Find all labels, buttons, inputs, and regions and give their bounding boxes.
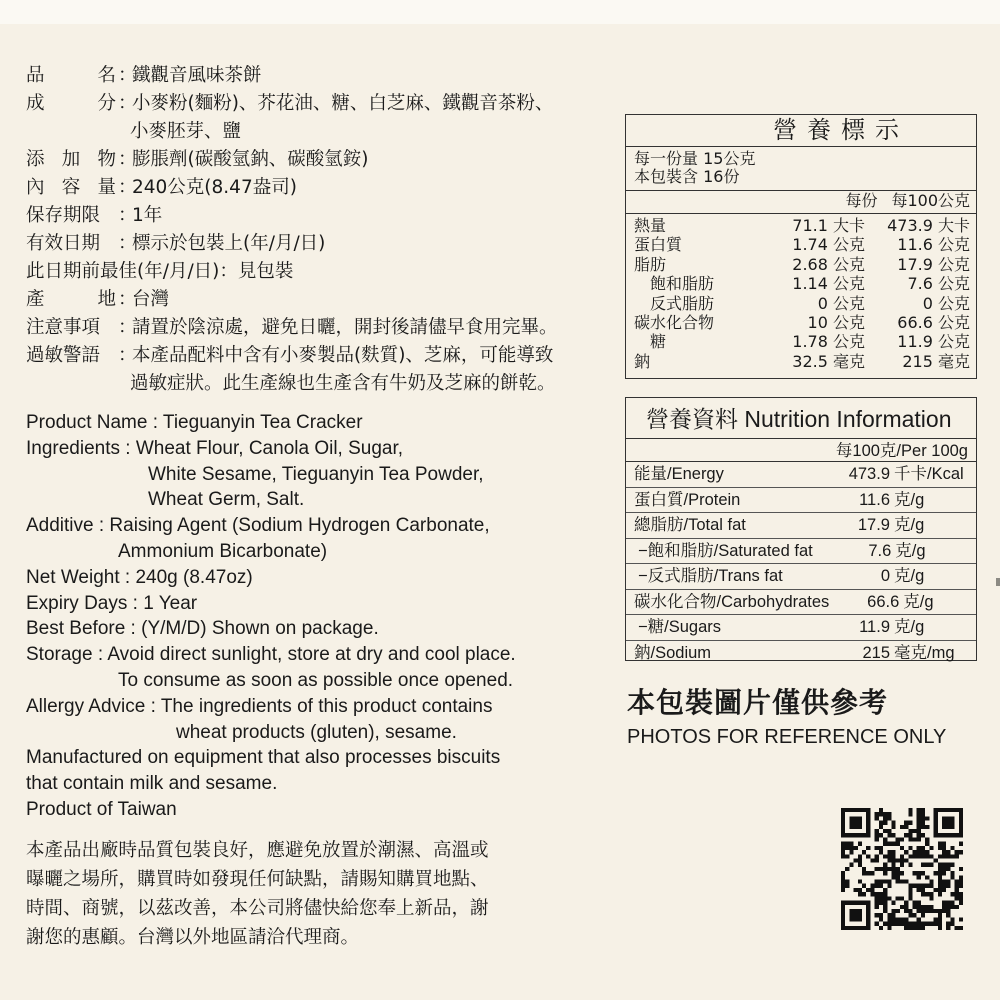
row-allergy: [26, 342, 616, 370]
nutrient-value: 215: [862, 643, 890, 662]
nutrient-unit: 克/g: [894, 618, 925, 636]
nutrient-per-100g: 17.9 公克: [897, 254, 970, 274]
nutrition-cn-rows: [626, 214, 976, 371]
nutrient-per-serving: 32.5 毫克: [792, 351, 865, 371]
nutrient-per-serving: 1.78 公克: [792, 332, 865, 352]
nutrient-row: [626, 539, 976, 565]
colon: ：: [118, 149, 137, 170]
nutrient-row: [634, 274, 970, 293]
chinese-product-info: [26, 62, 616, 398]
label-origin: 產 地: [26, 289, 116, 310]
nutrient-value: 0: [880, 567, 890, 585]
colon: ：: [118, 317, 137, 338]
value-additive: 膨脹劑(碳酸氫鈉、碳酸氫銨): [132, 149, 369, 170]
nutrient-name: 飽和脂肪: [650, 274, 715, 294]
nutrient-name: −糖/Sugars: [638, 618, 721, 636]
en-line-origin: Product of Taiwan: [26, 798, 177, 820]
nutrition-cn-header: [626, 191, 976, 214]
nutrient-per-serving: 71.1 大卡: [792, 216, 865, 235]
nutrient-name: 鈉: [634, 351, 651, 371]
nutrient-unit: 克/g: [894, 516, 925, 534]
nutrient-name: 總脂肪/Total fat: [634, 516, 746, 534]
en-line-manufactured-cont: that contain milk and sesame.: [26, 773, 278, 795]
value-allergy-cont: 過敏症狀。此生產線也生產含有牛奶及芝麻的餅乾。: [130, 373, 556, 394]
edge-mark: [996, 578, 1000, 586]
nutrient-name: 反式脂肪: [650, 293, 715, 313]
nutrient-per-100g: 473.9 大卡: [887, 216, 970, 235]
chinese-footer-notice: [26, 836, 566, 952]
nutrient-per-serving: 1.14 公克: [792, 274, 865, 294]
nutrient-unit: 克/g: [894, 567, 925, 585]
row-notice: [26, 314, 616, 342]
nutrient-row: [634, 216, 970, 235]
value-best-before: 此日期前最佳(年/月/日)：見包裝: [26, 261, 294, 282]
nutrient-row: [634, 235, 970, 254]
nutrition-label-cn: [625, 114, 977, 379]
value-expiry: 標示於包裝上(年/月/日): [132, 233, 326, 254]
nutrient-value: 17.9: [857, 516, 890, 534]
row-expiry: [26, 230, 616, 258]
nutrient-per-100g: 11.6 公克: [897, 235, 970, 255]
row-product-name: [26, 62, 616, 90]
label-product-name: 品 名: [26, 65, 116, 86]
photo-reference-note: [627, 686, 946, 750]
row-best-before: [26, 258, 616, 286]
photo-note-en: PHOTOS FOR REFERENCE ONLY: [627, 726, 947, 748]
en-line-ingredients-cont: White Sesame, Tieguanyin Tea Powder,: [148, 463, 484, 485]
nutrient-per-100g: 11.9 公克: [897, 332, 970, 352]
nutrient-unit: 千卡/Kcal: [894, 465, 964, 483]
nutrient-row: [626, 513, 976, 539]
nutrient-per-serving: 0 公克: [817, 293, 865, 313]
value-origin: 台灣: [132, 289, 170, 310]
en-line-storage: Storage : Avoid direct sunlight, store at dry and cool place.: [26, 644, 516, 666]
nutrient-per-100g: 7.6 公克: [907, 274, 970, 294]
photo-note-zh: 本包裝圖片僅供參考: [627, 686, 889, 719]
row-additive: [26, 146, 616, 174]
nutrition-cn-title: 營養標示: [626, 115, 976, 147]
en-line-expiry: Expiry Days : 1 Year: [26, 592, 198, 614]
footer-line: 時間、商號，以茲改善，本公司將儘快給您奉上新品，謝: [26, 898, 489, 919]
nutrient-value: 11.6: [859, 490, 890, 509]
nutrient-name: 糖: [650, 332, 667, 352]
label-notice: 注意事項: [26, 317, 101, 338]
footer-line: 本產品出廠時品質包裝良好，應避免放置於潮濕、高溫或: [26, 840, 489, 861]
nutrient-per-serving: 2.68 公克: [792, 254, 865, 274]
nutrient-row: [634, 332, 970, 351]
nutrient-value: 473.9: [848, 465, 890, 483]
nutrition-information-en: [625, 397, 977, 661]
colon: ：: [118, 233, 137, 254]
footer-line: 謝您的惠顧。台灣以外地區請洽代理商。: [26, 927, 360, 948]
nutrient-row: [626, 488, 976, 514]
nutrient-per-100g: 66.6 公克: [897, 313, 970, 333]
english-product-info: [26, 410, 616, 823]
footer-line: 曝曬之場所，購買時如發現任何缺點，請賜知購買地點、: [26, 869, 489, 890]
col-per-serving: 每份: [845, 191, 878, 210]
label-ingredients: 成 分: [26, 93, 116, 114]
en-line-additive-cont: Ammonium Bicarbonate): [118, 540, 328, 562]
nutrient-value: 11.9: [859, 618, 890, 636]
servings-per-package: 本包裝含 16份: [634, 167, 740, 186]
nutrient-per-serving: 10 公克: [807, 313, 865, 333]
nutrient-name: 蛋白質: [634, 235, 683, 255]
nutrient-row: [634, 255, 970, 274]
colon: ：: [118, 289, 137, 310]
per-100g-label: 每100克/Per 100g: [626, 439, 976, 462]
nutrient-row: [634, 352, 970, 371]
nutrient-name: −飽和脂肪/Saturated fat: [638, 541, 813, 560]
value-net-weight: 240公克(8.47盎司): [132, 177, 297, 198]
row-origin: [26, 286, 616, 314]
nutrient-name: 蛋白質/Protein: [634, 490, 741, 509]
label-expiry: 有效日期: [26, 233, 101, 254]
nutrient-row: [626, 590, 976, 616]
col-per-100g: 每100公克: [891, 191, 970, 210]
nutrient-name: 碳水化合物/Carbohydrates: [634, 592, 830, 611]
colon: ：: [118, 65, 137, 86]
nutrient-value: 66.6: [867, 592, 900, 611]
en-line-ingredients-cont: Wheat Germ, Salt.: [148, 489, 305, 511]
colon: ：: [118, 177, 137, 198]
en-line-manufactured: Manufactured on equipment that also processes biscuits: [26, 747, 501, 769]
row-ingredients: [26, 90, 616, 118]
row-net-weight: [26, 174, 616, 202]
nutrient-row: [626, 615, 976, 641]
nutrient-unit: 毫克/mg: [894, 643, 955, 662]
nutrient-name: 碳水化合物: [634, 313, 715, 333]
nutrient-name: 熱量: [634, 216, 667, 235]
en-line-product-name: Product Name : Tieguanyin Tea Cracker: [26, 412, 363, 433]
nutrient-row: [626, 462, 976, 488]
nutrient-per-100g: 215 毫克: [902, 351, 970, 371]
nutrient-name: 鈉/Sodium: [634, 643, 712, 662]
value-notice: 請置於陰涼處，避免日曬，開封後請儘早食用完畢。: [132, 317, 558, 338]
nutrient-unit: 克/g: [895, 541, 926, 560]
nutrient-row: [626, 564, 976, 590]
en-line-allergy-cont: wheat products (gluten), sesame.: [176, 721, 457, 743]
nutrient-per-100g: 0 公克: [922, 293, 970, 313]
nutrient-name: −反式脂肪/Trans fat: [638, 567, 783, 585]
serving-size: 每一份量 15公克: [634, 149, 756, 168]
en-line-allergy: Allergy Advice : The ingredients of this product contains: [26, 695, 493, 717]
nutrient-unit: 克/g: [894, 490, 925, 509]
en-line-ingredients: Ingredients : Wheat Flour, Canola Oil, Sugar,: [26, 437, 404, 459]
colon: ：: [118, 205, 137, 226]
value-shelf-life: 1年: [132, 205, 163, 226]
nutrient-per-serving: 1.74 公克: [792, 235, 865, 255]
nutrient-row: [634, 313, 970, 332]
value-product-name: 鐵觀音風味茶餅: [132, 65, 262, 86]
value-allergy: 本產品配料中含有小麥製品(麩質)、芝麻，可能導致: [132, 345, 554, 366]
nutrient-row: [626, 641, 976, 666]
en-line-net-weight: Net Weight : 240g (8.47oz): [26, 566, 253, 588]
nutrient-value: 7.6: [868, 541, 892, 560]
label-additive: 添 加 物: [26, 149, 116, 170]
value-ingredients-cont: 小麥胚芽、鹽: [130, 121, 242, 142]
top-band: [0, 0, 1000, 24]
nutrient-row: [634, 294, 970, 313]
nutrient-name: 能量/Energy: [634, 465, 724, 483]
row-shelf-life: [26, 202, 616, 230]
nutrient-unit: 克/g: [903, 592, 934, 611]
en-line-best-before: Best Before : (Y/M/D) Shown on package.: [26, 618, 379, 640]
serving-info: [626, 147, 976, 191]
label-net-weight: 內 容 量: [26, 177, 116, 198]
label-shelf-life: 保存期限: [26, 205, 101, 226]
qr-code-icon[interactable]: [841, 808, 963, 930]
colon: ：: [118, 345, 137, 366]
colon: ：: [118, 93, 137, 114]
nutrient-name: 脂肪: [634, 254, 667, 274]
nutrition-en-title: 營養資料 Nutrition Information: [626, 398, 976, 439]
label-allergy: 過敏警語: [26, 345, 101, 366]
en-line-storage-cont: To consume as soon as possible once opened.: [118, 669, 514, 691]
value-ingredients: 小麥粉(麵粉)、芥花油、糖、白芝麻、鐵觀音茶粉、: [132, 93, 554, 114]
en-line-additive: Additive : Raising Agent (Sodium Hydrogen Carbonate,: [26, 515, 490, 537]
